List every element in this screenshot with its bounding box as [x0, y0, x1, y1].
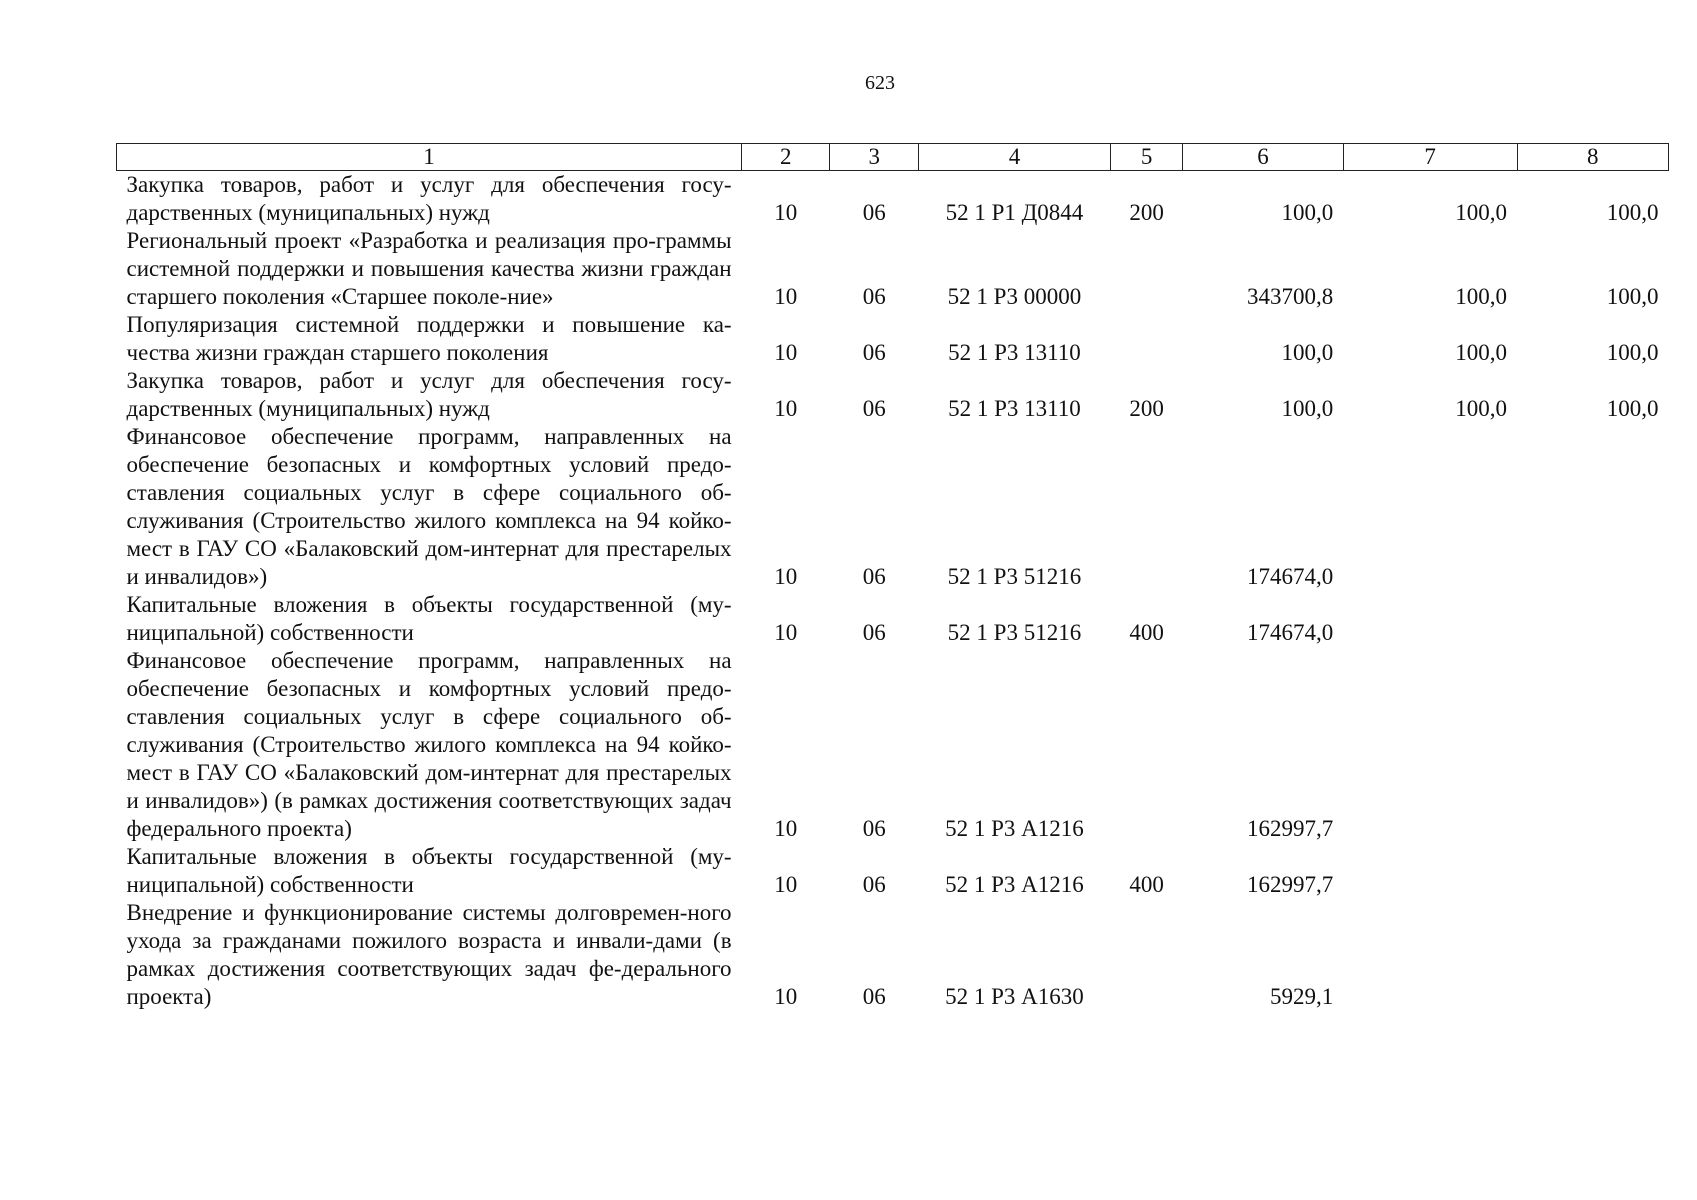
amount-col6: 100,0 [1281, 340, 1334, 365]
table-row [117, 899, 1669, 1011]
amount-col8: 100,0 [1606, 200, 1659, 225]
table-row [117, 647, 1669, 843]
table-row [117, 423, 1669, 591]
amount-col6: 5929,1 [1269, 984, 1334, 1009]
amount-col7 [1343, 899, 1517, 1011]
subsection-code: 06 [862, 620, 886, 645]
amount-col6: 174674,0 [1246, 564, 1334, 589]
table-row [117, 843, 1669, 899]
column-number-header: 4 [918, 144, 1110, 171]
table-row [117, 591, 1669, 647]
amount-col8 [1517, 899, 1668, 1011]
row-name: Финансовое обеспечение программ, направленных на обеспечение безопасных и комфортных условий предо-ставления социальных услуг в сфере социального об-служивания (Строительство жилого комплекса на 94 койко-мест в ГАУ СО «Балаковский дом-интернат для престарелых и инвалидов») [126, 424, 732, 589]
column-number-header: 5 [1111, 144, 1183, 171]
row-name: Финансовое обеспечение программ, направленных на обеспечение безопасных и комфортных условий предо-ставления социальных услуг в сфере социального об-служивания (Строительство жилого комплекса на 94 койко-мест в ГАУ СО «Балаковский дом-интернат для престарелых и инвалидов») (в рамках достижения соответствующих задач федерального проекта) [126, 648, 732, 841]
expense-type-code [1111, 647, 1183, 843]
amount-col8: 100,0 [1606, 396, 1659, 421]
expense-type-code [1111, 227, 1183, 311]
column-number-header: 8 [1517, 144, 1668, 171]
row-name: Капитальные вложения в объекты государственной (му-ниципальной) собственности [126, 592, 732, 645]
amount-col8 [1517, 591, 1668, 647]
page-number: 623 [865, 72, 895, 94]
expense-type-code: 400 [1129, 872, 1164, 897]
row-name: Капитальные вложения в объекты государственной (му-ниципальной) собственности [126, 844, 732, 897]
target-article-code: 52 1 Р3 А1630 [945, 984, 1084, 1009]
target-article-code: 52 1 Р3 А1216 [945, 816, 1084, 841]
section-code: 10 [774, 816, 798, 841]
amount-col6: 100,0 [1281, 396, 1334, 421]
amount-col7 [1343, 591, 1517, 647]
subsection-code: 06 [862, 340, 886, 365]
target-article-code: 52 1 Р1 Д0844 [945, 200, 1084, 225]
subsection-code: 06 [862, 284, 886, 309]
expense-type-code [1111, 311, 1183, 367]
amount-col7 [1343, 423, 1517, 591]
table-row [117, 171, 1669, 228]
column-number-header: 2 [742, 144, 830, 171]
subsection-code: 06 [862, 200, 886, 225]
subsection-code: 06 [862, 396, 886, 421]
amount-col7: 100,0 [1455, 200, 1508, 225]
section-code: 10 [774, 284, 798, 309]
amount-col6: 162997,7 [1246, 872, 1334, 897]
subsection-code: 06 [862, 564, 886, 589]
column-number-header: 3 [830, 144, 918, 171]
amount-col8 [1517, 843, 1668, 899]
row-name: Внедрение и функционирование системы долговремен-ного ухода за гражданами пожилого возраста и инвали-дами (в рамках достижения соответствующих задач фе-дерального проекта) [126, 900, 732, 1009]
row-name: Региональный проект «Разработка и реализация про-граммы системной поддержки и повышения качества жизни граждан старшего поколения «Старшее поколе-ние» [126, 228, 732, 309]
subsection-code: 06 [862, 984, 886, 1009]
target-article-code: 52 1 Р3 00000 [947, 284, 1082, 309]
amount-col7: 100,0 [1455, 340, 1508, 365]
section-code: 10 [774, 872, 798, 897]
amount-col7: 100,0 [1455, 396, 1508, 421]
amount-col6: 174674,0 [1246, 620, 1334, 645]
row-name: Популяризация системной поддержки и повышение ка-чества жизни граждан старшего поколения [126, 312, 732, 365]
target-article-code: 52 1 Р3 А1216 [945, 872, 1084, 897]
amount-col6: 100,0 [1281, 200, 1334, 225]
target-article-code: 52 1 Р3 13110 [948, 340, 1081, 365]
amount-col6: 162997,7 [1246, 816, 1334, 841]
column-number-header: 1 [117, 144, 742, 171]
column-number-header: 7 [1343, 144, 1517, 171]
expense-type-code: 400 [1129, 620, 1164, 645]
column-number-header: 6 [1183, 144, 1344, 171]
amount-col8 [1517, 647, 1668, 843]
section-code: 10 [774, 984, 798, 1009]
amount-col7 [1343, 647, 1517, 843]
section-code: 10 [774, 200, 798, 225]
row-name: Закупка товаров, работ и услуг для обеспечения госу-дарственных (муниципальных) нужд [126, 172, 732, 225]
table-row [117, 367, 1669, 423]
expense-type-code [1111, 423, 1183, 591]
budget-table [116, 143, 1669, 1011]
subsection-code: 06 [862, 872, 886, 897]
expense-type-code [1111, 899, 1183, 1011]
table-row [117, 227, 1669, 311]
amount-col7: 100,0 [1455, 284, 1508, 309]
column-number-row [117, 144, 1669, 171]
target-article-code: 52 1 Р3 51216 [947, 620, 1082, 645]
section-code: 10 [774, 620, 798, 645]
section-code: 10 [774, 396, 798, 421]
amount-col8 [1517, 423, 1668, 591]
amount-col8: 100,0 [1606, 340, 1659, 365]
table-row [117, 311, 1669, 367]
expense-type-code: 200 [1129, 396, 1164, 421]
target-article-code: 52 1 Р3 51216 [947, 564, 1082, 589]
subsection-code: 06 [862, 816, 886, 841]
amount-col7 [1343, 843, 1517, 899]
target-article-code: 52 1 Р3 13110 [948, 396, 1081, 421]
amount-col8: 100,0 [1606, 284, 1659, 309]
expense-type-code: 200 [1129, 200, 1164, 225]
amount-col6: 343700,8 [1246, 284, 1334, 309]
row-name: Закупка товаров, работ и услуг для обеспечения госу-дарственных (муниципальных) нужд [126, 368, 732, 421]
section-code: 10 [774, 340, 798, 365]
section-code: 10 [774, 564, 798, 589]
